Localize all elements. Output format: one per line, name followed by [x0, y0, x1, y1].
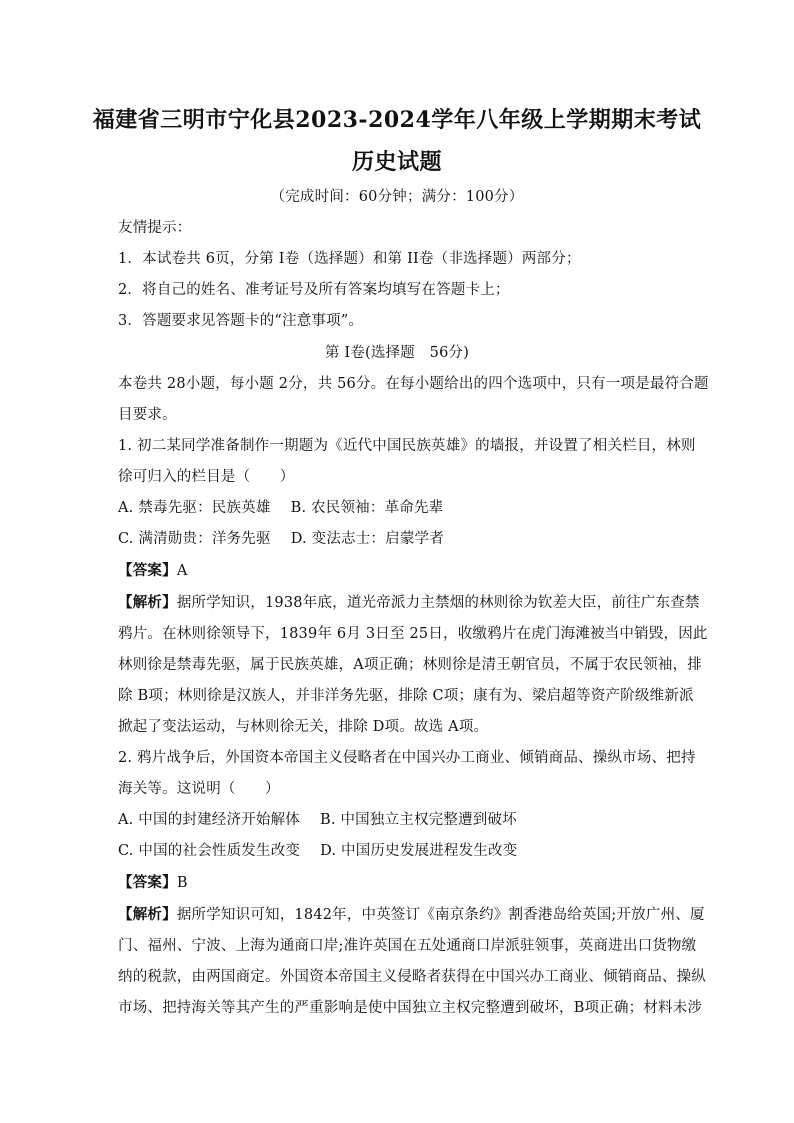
tip-item: 1．本试卷共 6页，分第 I卷（选择题）和第 II卷（非选择题）两部分； — [118, 251, 581, 267]
q1-analysis: 林则徐是禁毒先驱，属于民族英雄，A项正确；林则徐是清王朝官员，不属于农民领袖，排 — [118, 657, 702, 673]
q1-options-row — [118, 498, 688, 518]
analysis-label: 【解析】 — [118, 594, 177, 611]
q1-analysis: 鸦片。在林则徐领导下，1839年 6月 3日至 25日，收缴鸦片在虎门海滩被当中销毁，因此 — [118, 626, 708, 642]
answer-label: 【答案】 — [118, 874, 177, 891]
q2-analysis: 市场、把持海关等其产生的严重影响是使中国独立主权完整遭到破坏，B项正确；材料未涉 — [118, 1000, 703, 1016]
analysis-text: 据所学知识可知，1842年，中英签订《南京条约》割香港岛给英国;开放广州、厦 — [176, 907, 705, 923]
exam-subject: 历史试题 — [351, 149, 442, 175]
q2-analysis: 纳的税款，由两国商定。外国资本帝国主义侵略者获得在中国兴办工商业、倾销商品、操纵 — [118, 969, 706, 985]
q2-analysis: 门、福州、宁波、上海为通商口岸;准许英国在五处通商口岸派驻领事，英商进出口货物缴 — [118, 938, 697, 954]
tips-heading: 友情提示： — [118, 220, 192, 236]
q1-options-row — [118, 529, 688, 549]
q2-options-row — [118, 810, 688, 830]
tip-item: 3．答题要求见答题卡的“注意事项”。 — [118, 313, 364, 329]
analysis-text: 据所学知识，1938年底，道光帝派力主禁烟的林则徐为钦差大臣，前往广东查禁 — [176, 595, 700, 611]
q1-option-a: A. 禁毒先驱：民族英雄 — [118, 500, 271, 516]
exam-title: 福建省三明市宁化县2023-2024学年八年级上学期期末考试 — [92, 107, 702, 133]
answer-value: B — [176, 875, 188, 891]
q2-option-d: D. 中国历史发展进程发生改变 — [320, 843, 518, 859]
q2-stem: 海关等。这说明（ ） — [118, 781, 280, 797]
tip-item: 2．将自己的姓名、准考证号及所有答案均填写在答题卡上； — [118, 282, 510, 298]
q1-analysis: 掀起了变法运动，与林则徐无关，排除 D项。故选 A项。 — [118, 719, 489, 735]
q2-analysis — [118, 905, 705, 925]
q1-option-d: D. 变法志士：启蒙学者 — [290, 531, 444, 547]
q1-option-b: B. 农民领袖：革命先辈 — [290, 500, 444, 516]
q2-option-b: B. 中国独立主权完整遭到破坏 — [320, 812, 517, 828]
q2-stem: 2. 鸦片战争后，外国资本帝国主义侵略者在中国兴办工商业、倾销商品、操纵市场、把持 — [118, 750, 696, 766]
answer-label: 【答案】 — [118, 562, 177, 579]
exam-meta: （完成时间：60分钟；满分：100分） — [270, 189, 524, 205]
section-intro: 本卷共 28小题，每小题 2分，共 56分。在每小题给出的四个选项中，只有一项是最符合题 — [118, 376, 709, 392]
q2-option-c: C. 中国的社会性质发生改变 — [118, 843, 301, 859]
q1-stem: 徐可归入的栏目是（ ） — [118, 469, 295, 485]
analysis-label: 【解析】 — [118, 906, 177, 923]
answer-value: A — [176, 563, 188, 579]
q1-option-c: C. 满清勋贵：洋务先驱 — [118, 531, 271, 547]
q1-analysis: 除 B项；林则徐是汉族人，并非洋务先驱，排除 C项；康有为、梁启超等资产阶级维新派 — [118, 688, 694, 704]
q2-option-a: A. 中国的封建经济开始解体 — [118, 812, 300, 828]
q2-options-row — [118, 841, 688, 861]
q1-stem: 1. 初二某同学准备制作一期题为《近代中国民族英雄》的墙报，并设置了相关栏目，林则 — [118, 438, 696, 454]
section-heading: 第 I卷(选择题 56分) — [324, 345, 470, 361]
q1-analysis — [118, 593, 700, 613]
q1-answer — [118, 561, 688, 581]
q2-answer — [118, 873, 688, 893]
section-intro: 目要求。 — [118, 407, 177, 423]
